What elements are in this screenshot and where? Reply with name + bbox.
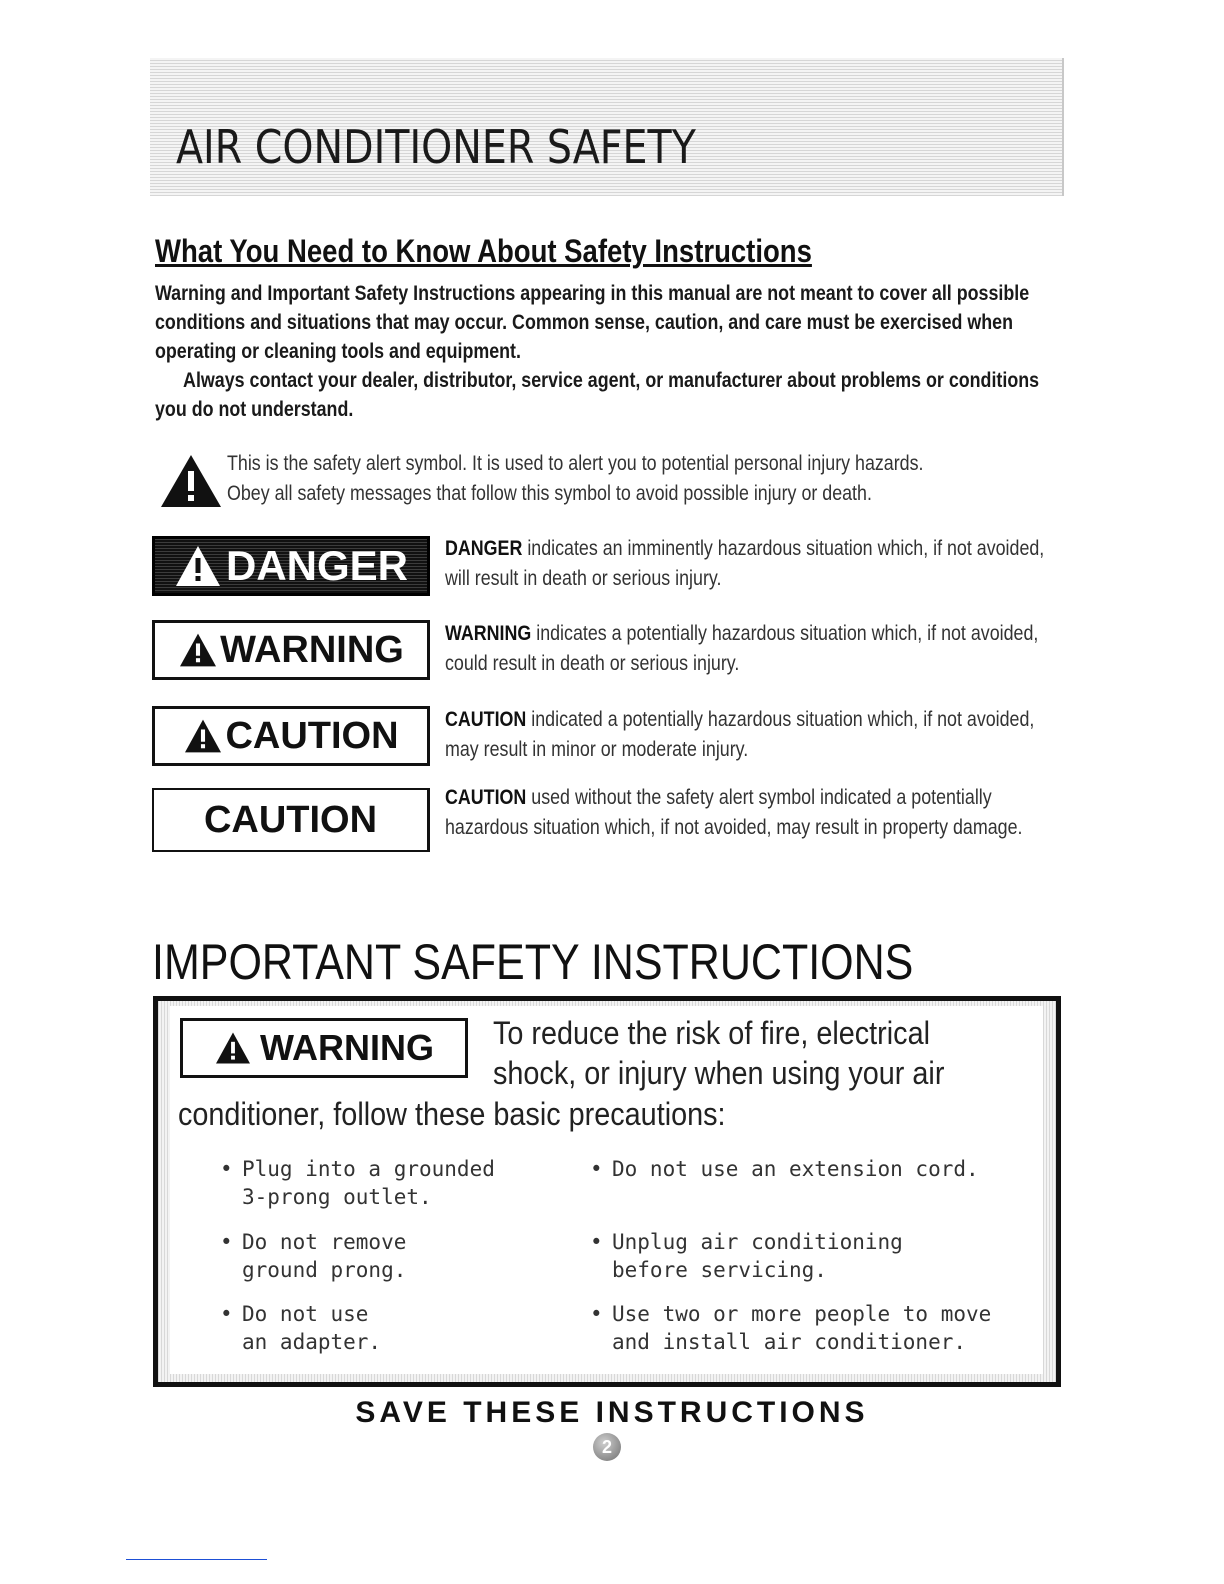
contact-paragraph: Always contact your dealer, distributor, service agent, or manufacturer about problems or conditions you do not understand.: [155, 369, 1040, 421]
important-warning-label: WARNING: [260, 1027, 434, 1068]
page-number: 2: [601, 1436, 612, 1457]
alert-line-2: Obey all safety messages that follow this symbol to avoid possible injury or death.: [227, 482, 872, 505]
important-safety-heading: IMPORTANT SAFETY INSTRUCTIONS: [152, 934, 914, 990]
precaution-text: Unplug air conditioning before servicing.: [612, 1230, 903, 1282]
warning-headline-line-1: To reduce the risk of fire, electrical: [493, 1015, 930, 1051]
page-number-badge: [593, 1433, 621, 1461]
precaution-item: • Unplug air conditioning before servicing.: [590, 1230, 903, 1282]
caution-plain-desc: used without the safety alert symbol indicated a potentially hazardous situation which, if not avoided, may result in property damage.: [445, 786, 1023, 839]
alert-triangle-icon: [183, 718, 223, 754]
precaution-item: • Use two or more people to move and install air conditioner.: [590, 1302, 992, 1354]
precaution-text: Use two or more people to move and install air conditioner.: [612, 1302, 992, 1354]
warning-headline-line-2: shock, or injury when using your air: [493, 1055, 945, 1091]
alert-triangle-icon: [178, 632, 218, 668]
safety-alert-triangle-icon: [159, 453, 223, 509]
warning-badge: [152, 620, 430, 680]
alert-line-1: This is the safety alert symbol. It is used to alert you to potential personal injury hazards.: [227, 452, 924, 475]
alert-triangle-icon: [214, 1031, 252, 1065]
caution-desc: indicated a potentially hazardous situation which, if not avoided, may result in minor or moderate injury.: [445, 708, 1035, 761]
danger-description: [445, 534, 1057, 594]
footer-rule: [126, 1559, 267, 1560]
caution-badge-with-symbol: [152, 706, 430, 766]
warning-desc: indicates a potentially hazardous situation which, if not avoided, could result in death or serious injury.: [445, 622, 1039, 675]
precaution-text: Plug into a grounded 3-prong outlet.: [242, 1157, 495, 1209]
warning-headline-line-3: conditioner, follow these basic precautions:: [178, 1096, 726, 1132]
save-instructions-text: SAVE THESE INSTRUCTIONS: [355, 1396, 869, 1429]
caution-description: [445, 705, 1057, 765]
warning-description: [445, 619, 1057, 679]
alert-triangle-icon: [174, 544, 222, 588]
caution-term: CAUTION: [445, 708, 527, 731]
alert-symbol-text: [227, 449, 1077, 509]
page-title: AIR CONDITIONER SAFETY: [176, 120, 696, 174]
intro-paragraph: Warning and Important Safety Instructions appearing in this manual are not meant to cover all possible conditions and situations that may occur. Common sense, caution, and care must be exercised when operating or cleaning tools and equipment.: [155, 282, 1030, 363]
caution-plain-description: [445, 783, 1057, 843]
precaution-item: • Do not use an adapter.: [220, 1302, 382, 1354]
caution-plain-label: CAUTION: [203, 798, 378, 841]
warning-label: WARNING: [220, 628, 404, 671]
warning-term: WARNING: [445, 622, 532, 645]
precaution-text: Do not use an adapter.: [242, 1302, 382, 1354]
section-heading-safety-instructions: What You Need to Know About Safety Instructions: [155, 233, 812, 269]
precaution-text: Do not use an extension cord.: [612, 1157, 979, 1181]
important-warning-badge: [180, 1018, 468, 1078]
caution-badge-plain: [152, 788, 430, 852]
danger-label: DANGER: [225, 542, 408, 589]
danger-badge: [152, 536, 430, 596]
caution-plain-term: CAUTION: [445, 786, 527, 809]
precaution-item: • Do not remove ground prong.: [220, 1230, 407, 1282]
precaution-item: • Do not use an extension cord.: [590, 1157, 979, 1181]
caution-label: CAUTION: [225, 714, 399, 757]
danger-term: DANGER: [445, 537, 523, 560]
precaution-item: • Plug into a grounded 3-prong outlet.: [220, 1157, 495, 1209]
danger-desc: indicates an imminently hazardous situation which, if not avoided, will result in death or serious injury.: [445, 537, 1045, 590]
precaution-text: Do not remove ground prong.: [242, 1230, 407, 1282]
warning-headline: [493, 1013, 997, 1093]
